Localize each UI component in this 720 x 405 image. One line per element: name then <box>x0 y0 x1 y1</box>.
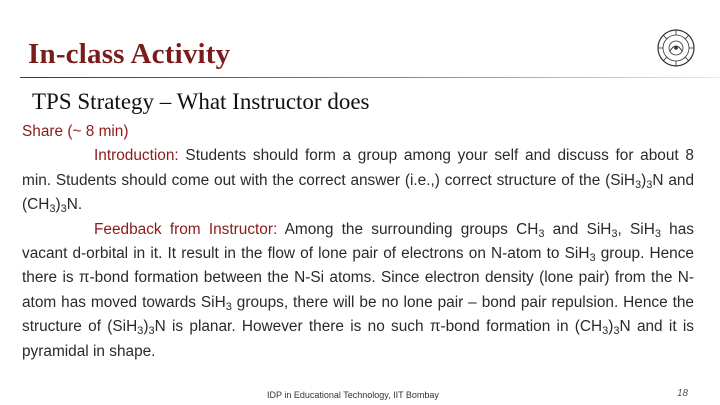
title-divider <box>20 77 720 78</box>
introduction-paragraph: Introduction: Students should form a group among your self and discuss for about 8 min. Students should come out with the correct answer (i.e.,) correct structure of the $(SiH_3)_3N$ and $(CH_3)_3N$. <box>22 147 695 216</box>
introduction-label: Introduction: <box>94 147 179 165</box>
page-number: 18 <box>677 388 689 399</box>
iit-bombay-logo <box>656 28 696 68</box>
slide-title: In-class Activity <box>28 38 231 70</box>
footer-text: IDP in Educational Technology, IIT Bombay <box>267 390 439 400</box>
slide-subtitle: TPS Strategy – What Instructor does <box>32 89 370 114</box>
slide-body <box>22 120 694 364</box>
feedback-paragraph: Feedback from Instructor: Among the surrounding groups $CH_3$ and SiH$_3$, SiH$_3$ has vacant d-orbital in it. It result in the flow of lone pair of electrons on N-atom to SiH$_3$ group. Hence there is π-bond formation between the N-Si atoms. Since electron density (lone pair) from the N-atom has moved towards SiH$_3$ groups, there will be no lone pair – bond pair repulsion. Hence the structure of $(SiH_3)_3N$ is planar. However there is no such π-bond formation in $(CH_3)_3N$ and it is pyramidal in shape. <box>22 220 694 360</box>
share-heading: Share (~ 8 min) <box>22 123 129 140</box>
feedback-label: Feedback from Instructor: <box>94 220 278 238</box>
